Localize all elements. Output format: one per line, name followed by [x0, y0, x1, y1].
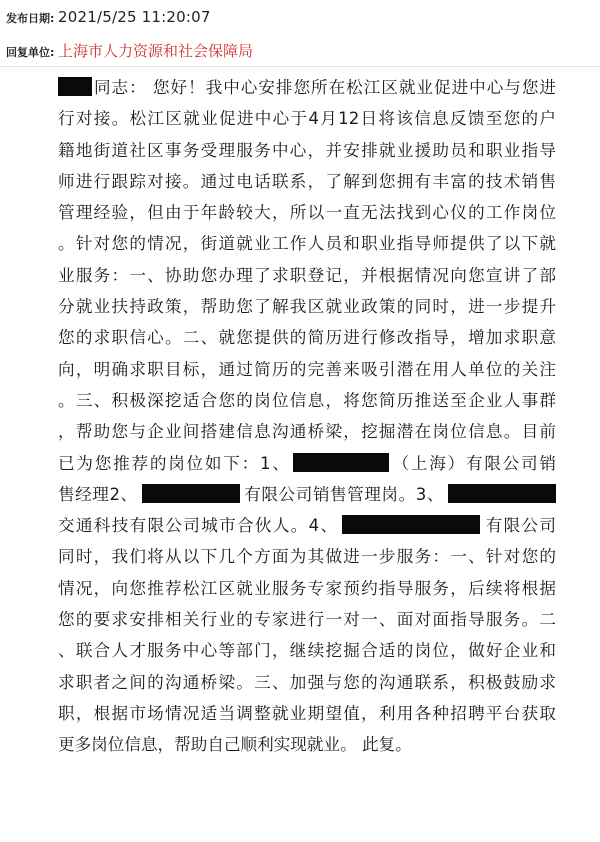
letter-line	[58, 510, 556, 541]
letter-line	[58, 479, 556, 510]
letter-line: 籍地街道社区事务受理服务中心，并安排就业援助员和职业指导	[58, 140, 556, 160]
letter-text: 售经理2、	[58, 484, 138, 504]
header-divider	[0, 66, 600, 67]
letter-text: 有限公司	[484, 516, 556, 536]
redaction-bar	[293, 453, 389, 472]
redaction-bar	[142, 484, 240, 503]
letter-text: 有限公司销售管理岗。3、	[243, 484, 444, 504]
letter-line: 求职者之间的沟通桥梁。三、加强与您的沟通联系，积极鼓励求	[58, 672, 556, 692]
letter-line: 更多岗位信息，帮助自己顺利实现就业。 此复。	[58, 735, 412, 755]
reply-unit-label: 回复单位:	[6, 46, 55, 59]
publish-date-row	[6, 8, 211, 26]
letter-line: 。三、积极深挖适合您的岗位信息，将您简历推送至企业人事群	[58, 390, 556, 410]
letter-line: 。针对您的情况，街道就业工作人员和职业指导师提供了以下就	[58, 234, 556, 254]
letter-line: 情况，向您推荐松江区就业服务专家预约指导服务，后续将根据	[58, 578, 556, 598]
letter-line	[58, 448, 556, 479]
letter-line: 分就业扶持政策，帮助您了解我区就业政策的同时，进一步提升	[58, 297, 556, 317]
publish-date-value: 2021/5/25 11:20:07	[58, 8, 211, 26]
redaction-bar	[342, 515, 480, 534]
redaction-bar	[448, 484, 556, 503]
reply-unit-value: 上海市人力资源和社会保障局	[58, 42, 254, 60]
redaction-bar	[58, 77, 92, 96]
letter-line: ，帮助您与企业间搭建信息沟通桥梁，挖掘潜在岗位信息。目前	[58, 422, 556, 442]
letter-line: 同时，我们将从以下几个方面为其做进一步服务：一、针对您的	[58, 547, 556, 567]
letter-line: 业服务：一、协助您办理了求职登记，并根据情况向您宣讲了部	[58, 265, 556, 285]
letter-line: 、联合人才服务中心等部门，继续挖掘合适的岗位，做好企业和	[58, 641, 556, 661]
letter-line: 职，根据市场情况适当调整就业期望值，利用各种招聘平台获取	[58, 703, 556, 723]
letter-text: （上海）有限公司销	[390, 453, 556, 473]
letter-line: 您的求职信心。二、就您提供的简历进行修改指导，增加求职意	[58, 328, 556, 348]
letter-text: 同志： 您好！我中心安排您所在松江区就业促进中心与您进	[93, 78, 556, 97]
letter-line: 行对接。松江区就业促进中心于4月12日将该信息反馈至您的户	[58, 109, 556, 129]
letter-text: 已为您推荐的岗位如下：1、	[58, 453, 291, 473]
letter-line: 向，明确求职目标，通过简历的完善来吸引潜在用人单位的关注	[58, 359, 556, 379]
letter-line: 师进行跟踪对接。通过电话联系，了解到您拥有丰富的技术销售	[58, 171, 556, 191]
reply-unit-row	[6, 40, 253, 61]
publish-date-label: 发布日期:	[6, 12, 55, 25]
letter-text: 交通科技有限公司城市合伙人。4、	[58, 516, 339, 536]
reply-letter-body	[58, 72, 556, 761]
letter-line: 管理经验，但由于年龄较大，所以一直无法找到心仪的工作岗位	[58, 203, 556, 223]
letter-line	[58, 72, 556, 103]
letter-line: 您的要求安排相关行业的专家进行一对一、面对面指导服务。二	[58, 610, 556, 630]
